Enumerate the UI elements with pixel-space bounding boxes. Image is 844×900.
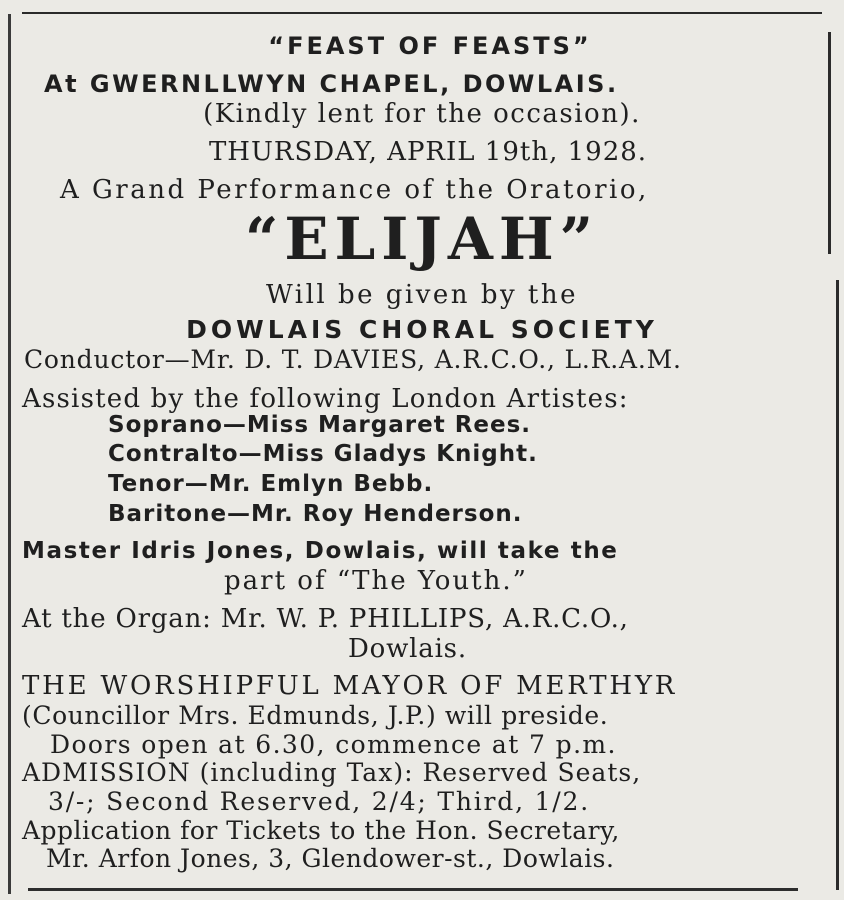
society-name: DOWLAIS CHORAL SOCIETY [186,315,658,344]
organ-line-1: At the Organ: Mr. W. P. PHILLIPS, A.R.C.O., [22,604,629,634]
top-border-rule [22,12,822,14]
event-date: THURSDAY, APRIL 19th, 1928. [208,137,648,167]
bottom-border-rule [28,888,798,891]
admission-line-2: 3/-; Second Reserved, 2/4; Third, 1/2. [48,787,590,816]
venue-line: At GWERNLLWYN CHAPEL, DOWLAIS. [44,70,619,98]
youth-line-2: part of “The Youth.” [224,566,528,596]
artist-baritone: Baritone—Mr. Roy Henderson. [108,501,523,527]
admission-line-1: ADMISSION (including Tax): Reserved Seats, [22,758,642,787]
tickets-line-1: Application for Tickets to the Hon. Secretary, [22,816,620,845]
artist-tenor: Tenor—Mr. Emlyn Bebb. [108,471,434,497]
performance-intro: A Grand Performance of the Oratorio, [60,175,649,205]
artists-intro: Assisted by the following London Artistes: [22,384,629,414]
mayor-line-2: (Councillor Mrs. Edmunds, J.P.) will preside. [22,701,609,730]
oratorio-title: “ELIJAH” [244,205,600,273]
advert-heading: “FEAST OF FEASTS” [268,32,592,60]
given-by-line: Will be given by the [266,280,578,310]
mayor-line-1: THE WORSHIPFUL MAYOR OF MERTHYR [22,671,678,701]
artist-contralto: Contralto—Miss Gladys Knight. [108,441,538,467]
youth-line-1: Master Idris Jones, Dowlais, will take the [22,538,619,564]
conductor-line: Conductor—Mr. D. T. DAVIES, A.R.C.O., L.R.A.M. [24,345,682,374]
artist-soprano: Soprano—Miss Margaret Rees. [108,412,532,438]
right-border-rule-lower [836,280,839,890]
venue-note: (Kindly lent for the occasion). [203,99,641,129]
organ-line-2: Dowlais. [348,634,467,664]
doors-line: Doors open at 6.30, commence at 7 p.m. [50,730,617,759]
tickets-line-2: Mr. Arfon Jones, 3, Glendower-st., Dowlais. [46,844,615,873]
